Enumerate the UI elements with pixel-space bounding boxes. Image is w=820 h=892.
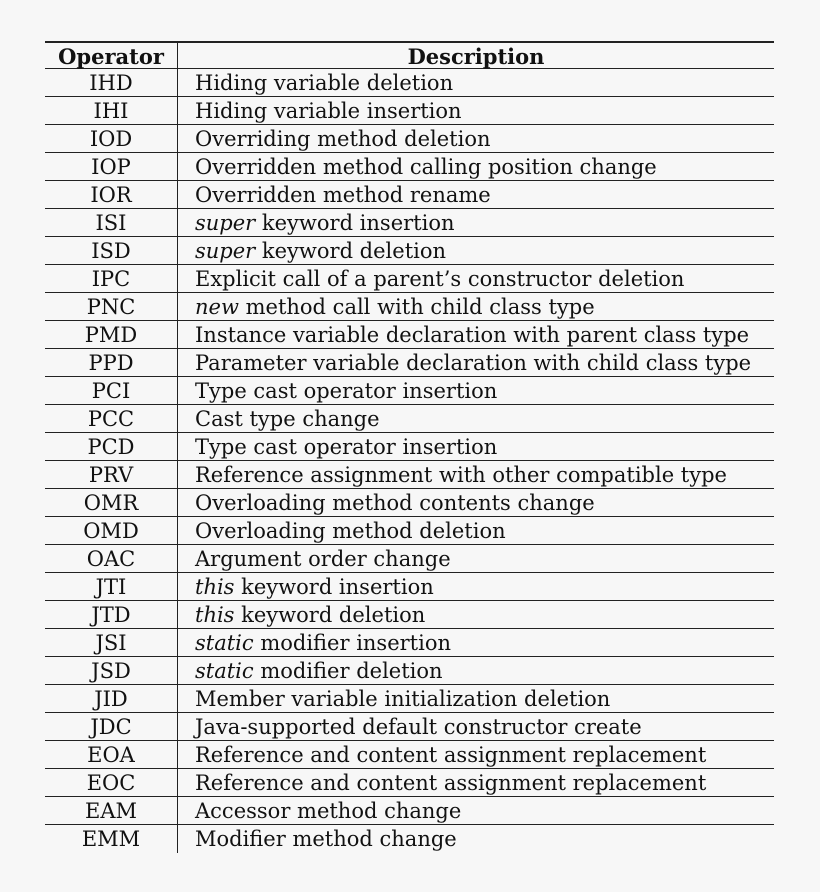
description-cell	[178, 769, 774, 796]
description-cell	[178, 349, 774, 376]
table-row	[45, 97, 774, 125]
description-cell	[178, 657, 774, 684]
description-cell	[178, 545, 774, 572]
table-row	[45, 657, 774, 685]
table-row	[45, 517, 774, 545]
operator-cell: EOA	[45, 741, 178, 768]
operator-cell: IOD	[45, 125, 178, 152]
operator-cell: PCC	[45, 405, 178, 432]
description-cell	[178, 601, 774, 628]
table-row	[45, 293, 774, 321]
operator-cell: IOR	[45, 181, 178, 208]
description-text: Argument order change	[195, 547, 451, 571]
table-row	[45, 321, 774, 349]
table-row	[45, 713, 774, 741]
table-row	[45, 377, 774, 405]
description-cell	[178, 433, 774, 460]
description-text: Member variable initialization deletion	[195, 687, 611, 711]
description-cell	[178, 825, 774, 853]
table-row	[45, 209, 774, 237]
description-cell	[178, 377, 774, 404]
table-row	[45, 181, 774, 209]
description-text: Instance variable declaration with parent class type	[195, 323, 750, 347]
description-cell	[178, 209, 774, 236]
table-row	[45, 825, 774, 853]
operator-cell: IPC	[45, 265, 178, 292]
operator-cell: EAM	[45, 797, 178, 824]
table-row	[45, 405, 774, 433]
description-text: keyword insertion	[234, 575, 434, 599]
description-cell	[178, 573, 774, 600]
description-text: keyword deletion	[255, 239, 447, 263]
operator-cell: JID	[45, 685, 178, 712]
operator-cell: EOC	[45, 769, 178, 796]
operator-cell: IHD	[45, 69, 178, 96]
description-text: Reference and content assignment replacement	[195, 743, 707, 767]
java-keyword: super	[195, 211, 256, 235]
table-row	[45, 489, 774, 517]
mutation-operators-table	[45, 41, 774, 853]
description-text: Overloading method deletion	[195, 519, 506, 543]
description-text: Type cast operator insertion	[195, 379, 498, 403]
description-cell	[178, 97, 774, 124]
description-text: Modifier method change	[195, 827, 457, 851]
operator-cell: ISD	[45, 237, 178, 264]
description-text: Hiding variable deletion	[195, 71, 454, 95]
description-text: Cast type change	[195, 407, 380, 431]
description-text: Overridden method calling position change	[195, 155, 657, 179]
table-row	[45, 349, 774, 377]
java-keyword: static	[195, 631, 254, 655]
description-text: modifier deletion	[253, 659, 443, 683]
operator-cell: PCI	[45, 377, 178, 404]
description-cell	[178, 69, 774, 96]
description-text: Parameter variable declaration with child class type	[195, 351, 752, 375]
description-text: Type cast operator insertion	[195, 435, 498, 459]
description-text: Accessor method change	[195, 799, 462, 823]
operator-cell: JSI	[45, 629, 178, 656]
operator-cell: JSD	[45, 657, 178, 684]
table-row	[45, 741, 774, 769]
operator-cell: IHI	[45, 97, 178, 124]
description-cell	[178, 489, 774, 516]
operator-cell: OMD	[45, 517, 178, 544]
operator-cell: EMM	[45, 825, 178, 853]
table-row	[45, 685, 774, 713]
table-row	[45, 601, 774, 629]
table-row	[45, 797, 774, 825]
table-row	[45, 769, 774, 797]
table-row	[45, 433, 774, 461]
description-text: Explicit call of a parent’s constructor deletion	[195, 267, 685, 291]
description-cell	[178, 321, 774, 348]
description-cell	[178, 685, 774, 712]
description-cell	[178, 293, 774, 320]
table-row	[45, 461, 774, 489]
operator-column-header: Operator	[45, 43, 178, 68]
table-row	[45, 265, 774, 293]
operator-cell: JTD	[45, 601, 178, 628]
java-keyword: new	[195, 295, 239, 319]
table-row	[45, 629, 774, 657]
operator-cell: IOP	[45, 153, 178, 180]
table-body	[45, 69, 774, 853]
description-cell	[178, 265, 774, 292]
description-text: method call with child class type	[238, 295, 595, 319]
description-text: Java-supported default constructor create	[195, 715, 642, 739]
description-text: keyword deletion	[234, 603, 426, 627]
operator-cell: OAC	[45, 545, 178, 572]
description-text: Reference assignment with other compatible type	[195, 463, 727, 487]
description-text: keyword insertion	[255, 211, 455, 235]
java-keyword: this	[195, 603, 235, 627]
description-cell	[178, 125, 774, 152]
operator-cell: PNC	[45, 293, 178, 320]
description-text: Overridden method rename	[195, 183, 491, 207]
java-keyword: this	[195, 575, 235, 599]
operator-cell: JDC	[45, 713, 178, 740]
operator-cell: PCD	[45, 433, 178, 460]
description-cell	[178, 741, 774, 768]
description-cell	[178, 237, 774, 264]
description-cell	[178, 797, 774, 824]
table-header-row	[45, 41, 774, 69]
description-text: Overriding method deletion	[195, 127, 491, 151]
table-row	[45, 237, 774, 265]
description-cell	[178, 153, 774, 180]
table-row	[45, 153, 774, 181]
description-cell	[178, 629, 774, 656]
table-row	[45, 573, 774, 601]
description-text: Overloading method contents change	[195, 491, 595, 515]
table-row	[45, 125, 774, 153]
java-keyword: static	[195, 659, 254, 683]
description-cell	[178, 405, 774, 432]
table-row	[45, 545, 774, 573]
table-row	[45, 69, 774, 97]
description-cell	[178, 461, 774, 488]
description-cell	[178, 517, 774, 544]
operator-cell: JTI	[45, 573, 178, 600]
description-text: Reference and content assignment replacement	[195, 771, 707, 795]
description-cell	[178, 713, 774, 740]
operator-cell: PMD	[45, 321, 178, 348]
description-cell	[178, 181, 774, 208]
description-text: Hiding variable insertion	[195, 99, 462, 123]
operator-cell: PRV	[45, 461, 178, 488]
description-text: modifier insertion	[253, 631, 452, 655]
operator-cell: OMR	[45, 489, 178, 516]
java-keyword: super	[195, 239, 256, 263]
description-column-header: Description	[407, 44, 545, 69]
operator-cell: PPD	[45, 349, 178, 376]
operator-cell: ISI	[45, 209, 178, 236]
